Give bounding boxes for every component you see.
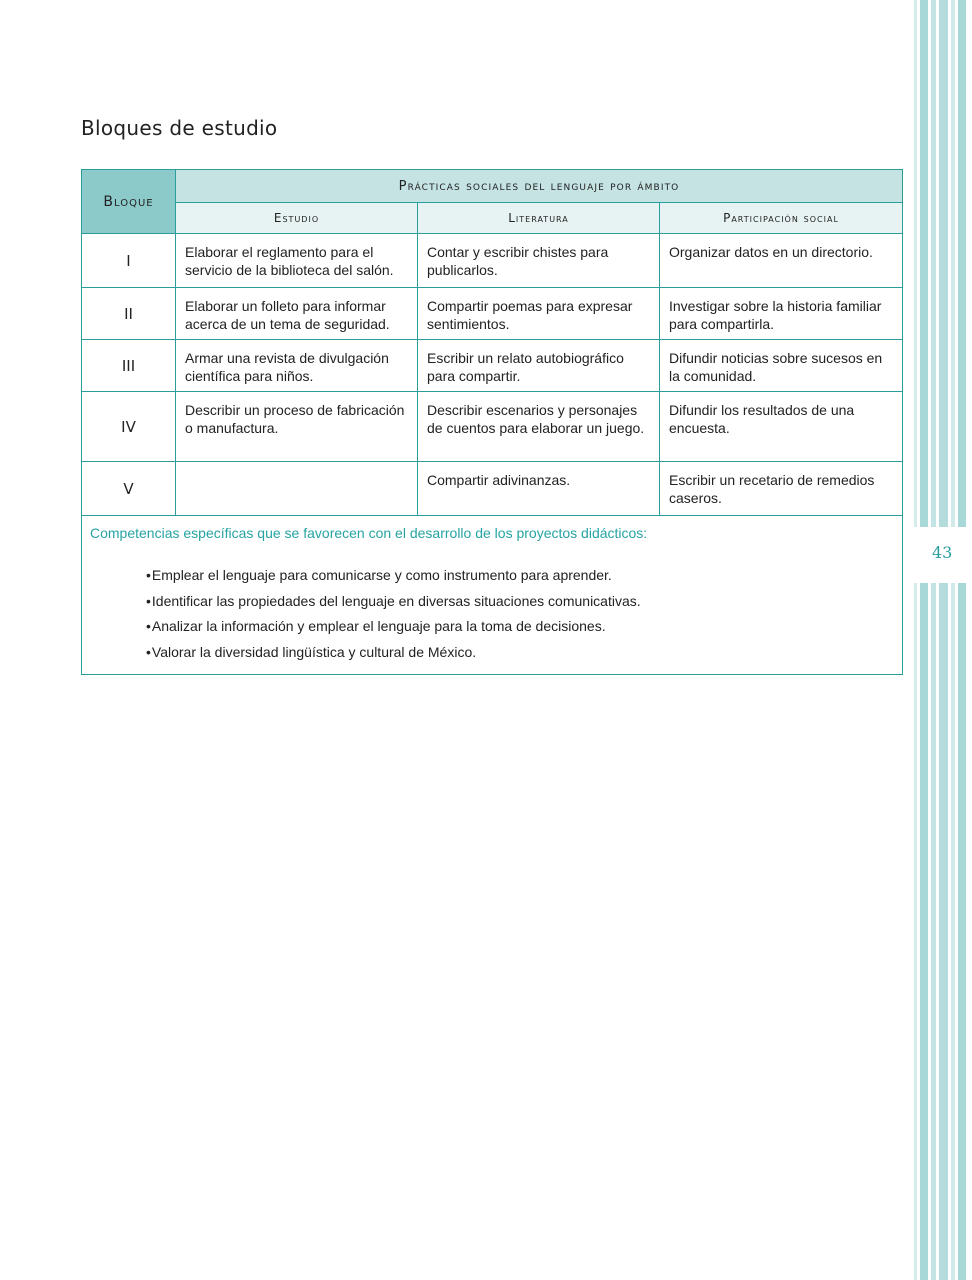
- header-participacion: Participación social: [660, 203, 903, 234]
- bloque-number: IV: [82, 392, 176, 462]
- cell-participacion: Difundir los resultados de una encuesta.: [660, 392, 903, 462]
- cell-estudio: Elaborar un folleto para informar acerca de un tema de seguridad.: [176, 288, 418, 340]
- table-row: [82, 392, 903, 462]
- table-row: [82, 288, 903, 340]
- list-item: •Valorar la diversidad lingüística y cultural de México.: [146, 643, 477, 660]
- bullet-icon: •: [146, 567, 151, 583]
- table-row: [82, 462, 903, 516]
- header-literatura: Literatura: [418, 203, 660, 234]
- bloque-number: II: [82, 288, 176, 340]
- bullet-icon: •: [146, 618, 151, 634]
- cell-participacion: Difundir noticias sobre sucesos en la comunidad.: [660, 340, 903, 392]
- cell-literatura: Compartir adivinanzas.: [418, 462, 660, 516]
- table-row: [82, 340, 903, 392]
- list-item: •Emplear el lenguaje para comunicarse y como instrumento para aprender.: [146, 567, 612, 583]
- cell-participacion: Investigar sobre la historia familiar para compartirla.: [660, 288, 903, 340]
- list-item: •Identificar las propiedades del lenguaje en diversas situaciones comunicativas.: [146, 592, 641, 609]
- list-item: •Analizar la información y emplear el lenguaje para la toma de decisiones.: [146, 618, 606, 634]
- cell-estudio: [176, 462, 418, 516]
- cell-literatura: Contar y escribir chistes para publicarlos.: [418, 234, 660, 288]
- table-row: [82, 234, 903, 288]
- cell-estudio: Elaborar el reglamento para el servicio de la biblioteca del salón.: [176, 234, 418, 288]
- cell-participacion: Organizar datos en un directorio.: [660, 234, 903, 288]
- header-ambito: Prácticas sociales del lenguaje por ámbito: [176, 170, 903, 203]
- margin-stripes: [914, 0, 972, 1280]
- cell-literatura: Escribir un relato autobiográfico para compartir.: [418, 340, 660, 392]
- cell-estudio: Describir un proceso de fabricación o manufactura.: [176, 392, 418, 462]
- cell-estudio: Armar una revista de divulgación científica para niños.: [176, 340, 418, 392]
- cell-literatura: Compartir poemas para expresar sentimientos.: [418, 288, 660, 340]
- bloque-number: I: [82, 234, 176, 288]
- bloque-number: V: [82, 462, 176, 516]
- bloque-number: III: [82, 340, 176, 392]
- page-title: Bloques de estudio: [81, 116, 278, 140]
- header-estudio: Estudio: [176, 203, 418, 234]
- bullet-icon: •: [146, 592, 151, 609]
- cell-participacion: Escribir un recetario de remedios caseros.: [660, 462, 903, 516]
- bullet-icon: •: [146, 643, 151, 660]
- header-bloque: Bloque: [82, 170, 176, 234]
- competencias-box: [82, 516, 903, 675]
- page-number: 43: [932, 543, 953, 562]
- competencias-row: [82, 516, 903, 675]
- cell-literatura: Describir escenarios y personajes de cuentos para elaborar un juego.: [418, 392, 660, 462]
- study-blocks-table: [81, 169, 903, 675]
- competencias-list: [90, 566, 894, 661]
- competencias-title: Competencias específicas que se favorecen con el desarrollo de los proyectos didácticos:: [90, 525, 648, 541]
